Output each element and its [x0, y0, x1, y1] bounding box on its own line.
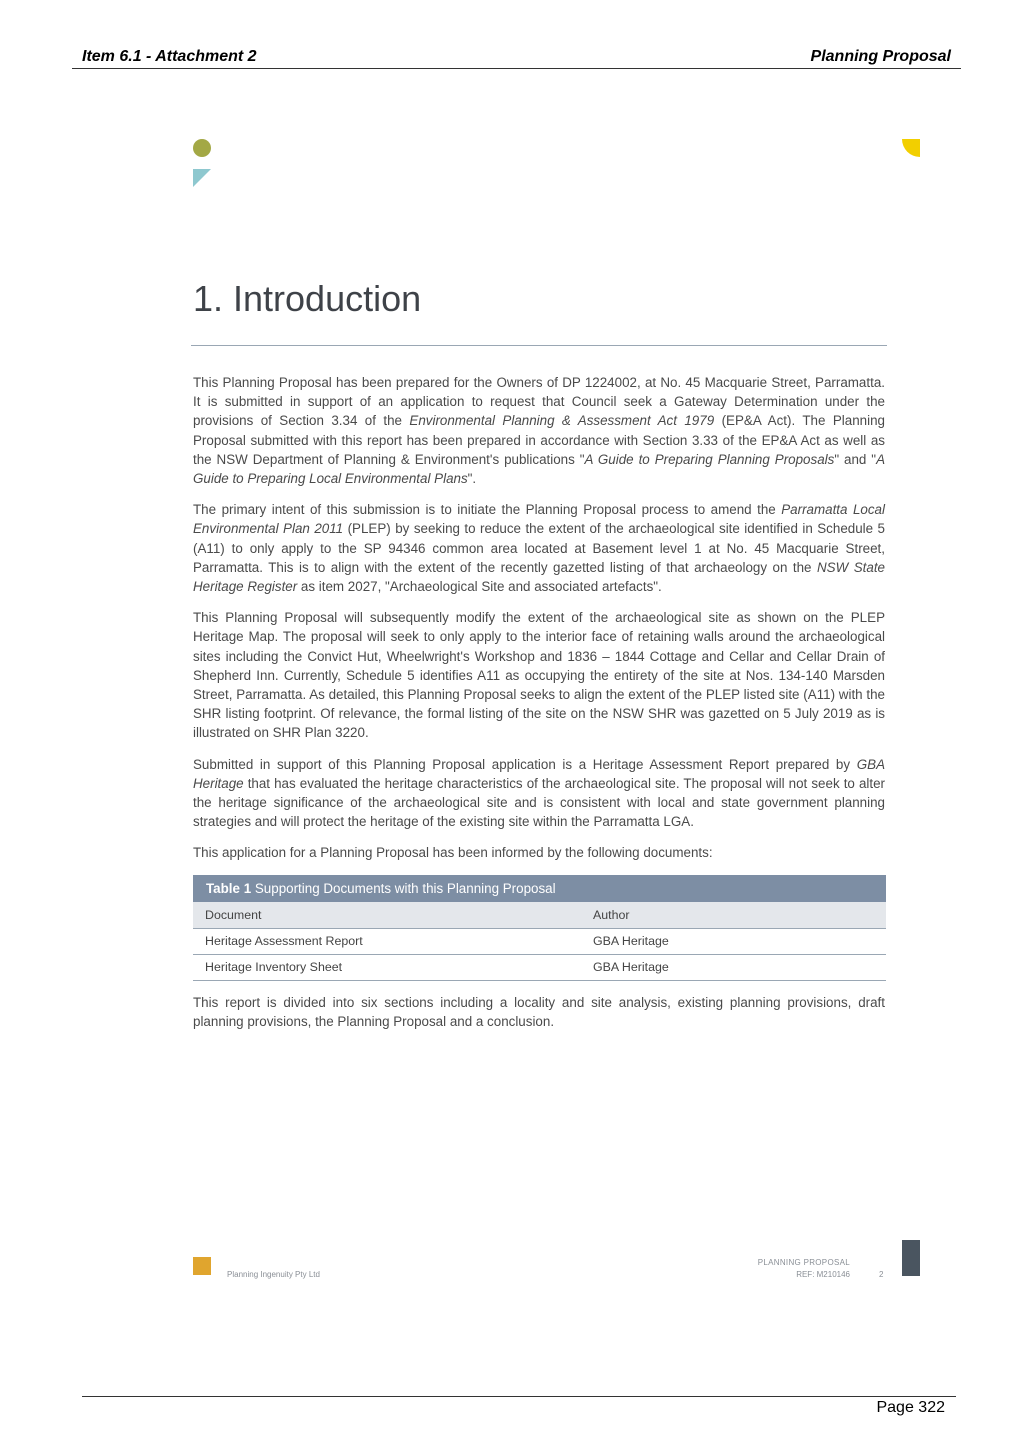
- paragraph-2-text-e: as item 2027, "Archaeological Site and associated artefacts".: [297, 579, 662, 595]
- footer-divider: [82, 1396, 956, 1397]
- paragraph-2-text-c: (PLEP) by seeking to reduce the extent of the archaeological site identified in Schedule 5 (A11) to only apply to the SP 94346 common area located at Basement level 1 at No. 45 Macquarie Street, Parramatta. This is to align with the extent of the recently gazetted listing of that archaeology on the: [193, 521, 885, 575]
- paragraph-1-text-e: " and ": [834, 451, 877, 467]
- paragraph-4-text-c: that has evaluated the heritage characteristics of the archaeological site. The proposal will not seek to alter the heritage significance of the archaeological site and is consistent with local and state government planning strategies and will protect the heritage of the existing site within the Parramatta LGA.: [193, 775, 885, 830]
- footer-document-label: PLANNING PROPOSAL: [757, 1258, 850, 1267]
- header-divider: [72, 68, 961, 69]
- footer-page-number: 2: [879, 1270, 884, 1279]
- paragraph-1-text-c: (EP&A Act). The Planning Proposal submitted with this report has been prepared in accordance with Section 3.33 of the EP&A Act as well as the NSW Department of Planning & Environment's publications ": [193, 413, 885, 467]
- table-caption-number: Table 1: [206, 881, 252, 896]
- table-header-row: [193, 902, 886, 929]
- slate-bar-icon: [902, 1240, 920, 1276]
- yellow-quarter-circle-icon: [902, 139, 920, 157]
- body-text: [193, 373, 885, 875]
- paragraph-1: [193, 373, 885, 488]
- table-row: [193, 955, 886, 981]
- header-item-label: Item 6.1 - Attachment 2: [82, 48, 257, 65]
- supporting-documents-table: [193, 875, 886, 981]
- table-header-document: Document: [205, 908, 262, 922]
- page-number: Page 322: [876, 1399, 945, 1416]
- teal-triangle-icon: [193, 169, 211, 187]
- table-caption: [193, 875, 886, 902]
- gba-heritage-name: GBA Heritage: [193, 756, 885, 791]
- header-document-type: Planning Proposal: [810, 48, 951, 65]
- title-divider: [191, 345, 887, 346]
- guide-local-plans: A Guide to Preparing Local Environmental Plans: [193, 451, 885, 487]
- olive-circle-icon: [193, 139, 211, 157]
- table-cell-author: GBA Heritage: [593, 960, 669, 974]
- paragraph-3: This Planning Proposal will subsequently modify the extent of the archaeological site as shown on the PLEP Heritage Map. The proposal will seek to only apply to the interior face of retaining walls around the archaeological sites including the Convict Hut, Wheelwright's Workshop and 1836 – 1844 Cottage and Cellar and Cellar Drain of Shepherd Inn. Currently, Schedule 5 identifies A11 as occupying the entirety of the site at Nos. 134-140 Marsden Street, Parramatta. As detailed, this Planning Proposal seeks to align the extent of the PLEP listed site (A11) with the SHR listing footprint. Of relevance, the formal listing of the site on the NSW SHR was gazetted on 5 July 2019 as is illustrated on SHR Plan 3220.: [193, 610, 885, 741]
- paragraph-1-text-g: ".: [467, 471, 477, 487]
- paragraph-5: This application for a Planning Proposal has been informed by the following documents:: [193, 845, 713, 861]
- guide-planning-proposals: A Guide to Preparing Planning Proposals: [584, 451, 835, 467]
- table-caption-text: Supporting Documents with this Planning Proposal: [251, 881, 556, 896]
- paragraph-2-text-a: The primary intent of this submission is to initiate the Planning Proposal process to amend the: [193, 502, 782, 518]
- paragraph-2: [193, 500, 885, 596]
- orange-square-icon: [193, 1257, 211, 1275]
- plep-name: Parramatta Local Environmental Plan 2011: [193, 502, 885, 537]
- closing-paragraph: This report is divided into six sections including a locality and site analysis, existing planning provisions, draft planning provisions, the Planning Proposal and a conclusion.: [193, 995, 885, 1030]
- table-row: [193, 929, 886, 955]
- footer-company: Planning Ingenuity Pty Ltd: [227, 1270, 320, 1279]
- table-cell-document: Heritage Inventory Sheet: [205, 960, 343, 974]
- heritage-register-name: NSW State Heritage Register: [193, 559, 885, 595]
- table-header-author: Author: [593, 908, 630, 922]
- act-name: Environmental Planning & Assessment Act 1979: [409, 413, 715, 429]
- paragraph-4-text-a: Submitted in support of this Planning Proposal application is a Heritage Assessment Report prepared by: [193, 756, 857, 772]
- page-title: 1. Introduction: [193, 278, 422, 319]
- paragraph-4: [193, 755, 885, 832]
- paragraph-1-text-a: This Planning Proposal has been prepared for the Owners of DP 1224002, at No. 45 Macquarie Street, Parramatta. It is submitted in support of an application to request that Council seek a Gateway Determination under the provisions of Section 3.34 of the: [193, 375, 885, 429]
- table-cell-author: GBA Heritage: [593, 934, 669, 948]
- footer-reference: REF: M210146: [796, 1270, 850, 1279]
- table-cell-document: Heritage Assessment Report: [205, 934, 363, 948]
